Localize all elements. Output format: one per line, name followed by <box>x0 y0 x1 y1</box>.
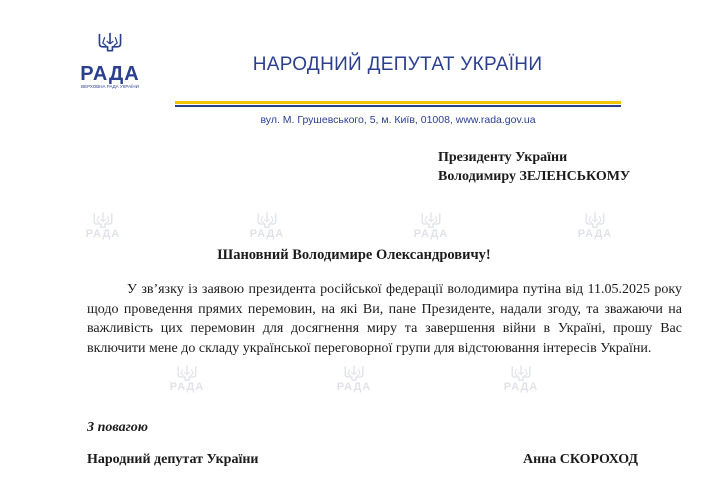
watermark-word: РАДА <box>169 381 205 393</box>
rada-logo <box>78 22 142 89</box>
letter-body: У зв’язку із заявою президента російської федерації володимира путіна від 11.05.2025 року щодо проведення прямих перемовин, на які Ви, пане Президенте, надали згоду, та зважаючи на важливість цих перемовин для досягнення миру та завершення війни в Україні, прошу Вас включити мене до складу української переговорної групи для відстоювання інтересів України. <box>87 282 682 356</box>
letterhead-rule-blue <box>175 105 621 107</box>
watermark-word: РАДА <box>503 381 539 393</box>
trident-icon <box>421 212 441 228</box>
recipient-block <box>438 148 630 186</box>
salutation: Шановний Володимире Олександровичу! <box>217 247 491 263</box>
watermark-word: РАДА <box>85 228 121 240</box>
watermark <box>83 212 123 240</box>
logo-wordmark: РАДА <box>80 63 140 85</box>
logo-subtitle: ВЕРХОВНА РАДА УКРАЇНИ <box>81 84 139 89</box>
watermark <box>575 212 615 240</box>
watermark <box>247 212 287 240</box>
trident-icon <box>585 212 605 228</box>
signatory-position: Народний депутат України <box>87 452 259 467</box>
watermark <box>334 365 374 393</box>
signatory-name: Анна СКОРОХОД <box>523 452 639 467</box>
letterhead-address: вул. М. Грушевського, 5, м. Київ, 01008, www.rada.gov.ua <box>260 114 536 126</box>
watermark <box>411 212 451 240</box>
trident-icon <box>98 22 122 62</box>
watermark-word: РАДА <box>336 381 372 393</box>
letterhead-rule-yellow <box>175 101 621 104</box>
recipient-line-1: Президенту України <box>438 150 568 165</box>
watermark-word: РАДА <box>577 228 613 240</box>
watermark-word: РАДА <box>413 228 449 240</box>
closing: З повагою <box>87 420 148 435</box>
trident-icon <box>257 212 277 228</box>
watermark <box>167 365 207 393</box>
trident-icon <box>344 365 364 381</box>
recipient-line-2: Володимиру ЗЕЛЕНСЬКОМУ <box>438 169 631 184</box>
watermark-word: РАДА <box>249 228 285 240</box>
trident-icon <box>93 212 113 228</box>
watermark <box>501 365 541 393</box>
letterhead-title: НАРОДНИЙ ДЕПУТАТ УКРАЇНИ <box>252 54 543 75</box>
trident-icon <box>511 365 531 381</box>
trident-icon <box>177 365 197 381</box>
